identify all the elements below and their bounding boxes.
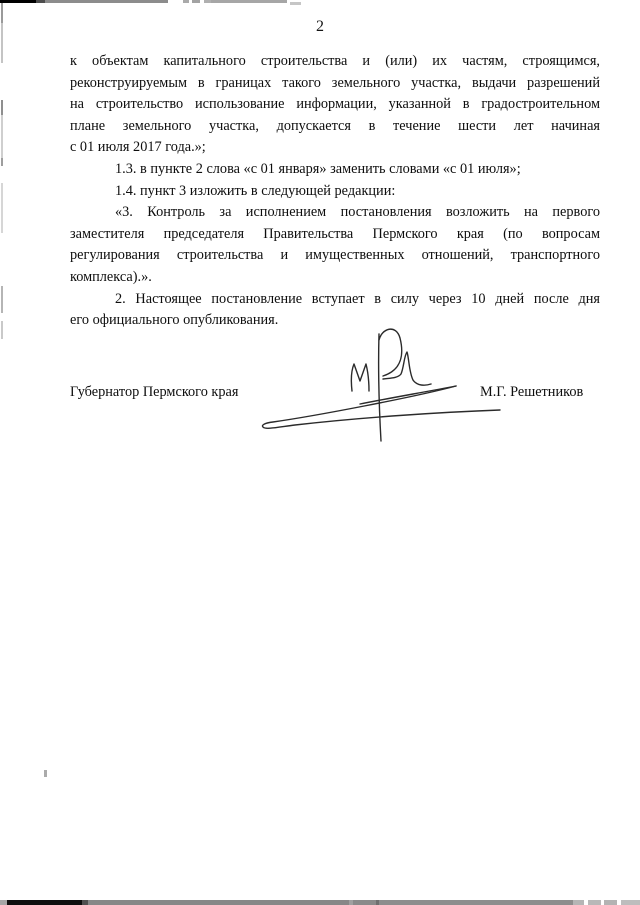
scan-artifact-bottom-edge <box>0 900 640 905</box>
paragraph <box>70 51 600 159</box>
scan-artifact-left-edge <box>1 3 3 339</box>
text-line: к объектам капитального строительства и (или) их частям, строящимся, <box>70 53 600 69</box>
signature-stroke-tail <box>360 386 456 404</box>
text-line: комплекса).». <box>70 268 152 285</box>
text-line: его официального опубликования. <box>70 312 279 329</box>
scan-artifact-top-edge <box>0 0 640 3</box>
signatory-title: Губернатор Пермского края <box>70 384 239 400</box>
page-number: 2 <box>316 18 324 35</box>
text-line: с 01 июля 2017 года.»; <box>70 139 206 156</box>
text-line: реконструируемым в границах такого земельного участка, выдачи разрешений <box>70 74 600 91</box>
signature-stroke-spike <box>383 352 431 385</box>
text-line: заместителя председателя Правительства Пермского края (по вопросам <box>70 225 600 242</box>
scan-artifact-speck <box>44 770 47 777</box>
text-line: «3. Контроль за исполнением постановления возложить на первого <box>115 204 600 221</box>
signature-stroke-sweep <box>262 386 500 428</box>
paragraph <box>70 181 600 203</box>
text-line: 2. Настоящее постановление вступает в силу через 10 дней после дня <box>115 290 600 307</box>
paragraph <box>70 202 600 288</box>
handwritten-signature <box>255 322 505 450</box>
text-line: 1.3. в пункте 2 слова «с 01 января» заменить словами «с 01 июля»; <box>115 160 521 177</box>
signature-stroke-m <box>351 364 369 391</box>
document-body <box>70 51 600 332</box>
text-line: на строительство использование информации, указанной в градостроительном <box>70 96 600 113</box>
text-line: плане земельного участка, допускается в течение шести лет начиная <box>70 117 600 134</box>
signature-stroke-stem <box>379 334 381 441</box>
paragraph <box>70 159 600 181</box>
text-line: 1.4. пункт 3 изложить в следующей редакции: <box>115 182 396 199</box>
signature-stroke-loop <box>379 329 402 376</box>
text-line: регулирования строительства и имущественных отношений, транспортного <box>70 247 600 264</box>
signatory-name: М.Г. Решетников <box>480 384 584 400</box>
scan-artifact-top-mark <box>290 2 301 5</box>
